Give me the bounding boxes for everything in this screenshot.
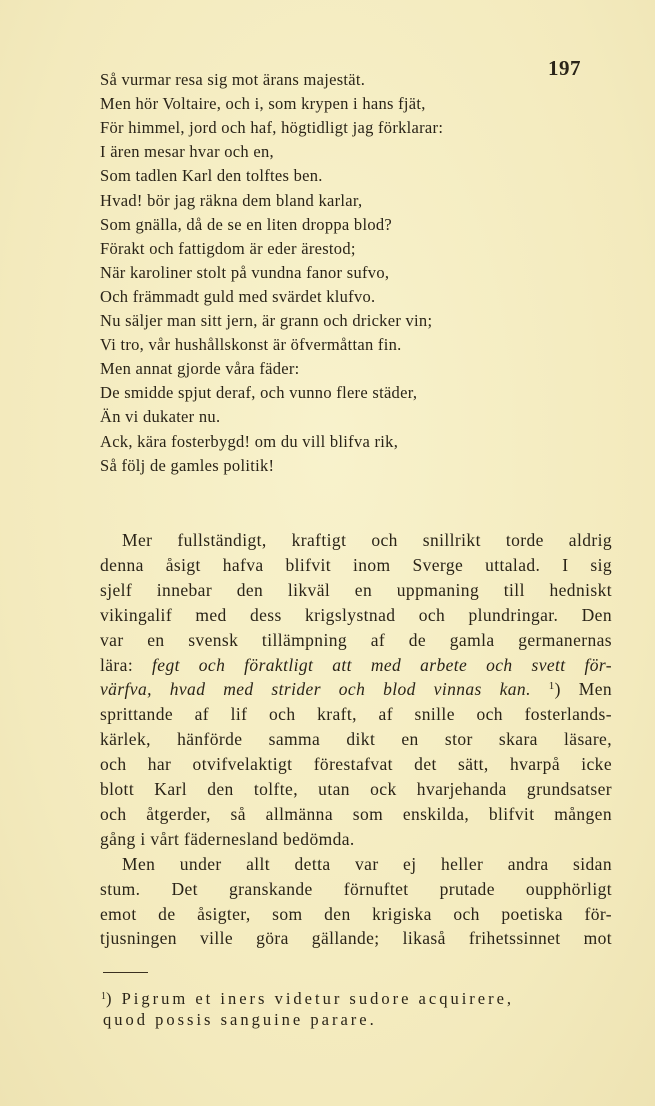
footnote-line — [103, 1010, 377, 1030]
poem-line: Som tadlen Karl den tolftes ben. — [100, 166, 323, 186]
text-line — [100, 928, 612, 949]
text-line — [100, 904, 612, 925]
text-segment: blott Karl den tolfte, utan ock hvarjehanda grundsatser — [100, 779, 612, 799]
text-line — [100, 804, 612, 825]
footnote-marker: 1 — [101, 991, 106, 1002]
footnote-line — [101, 989, 514, 1009]
text-line — [100, 605, 612, 626]
footnote-divider — [103, 972, 148, 973]
poem-line: Så vurmar resa sig mot ärans majestät. — [100, 70, 366, 89]
poem-line: Som gnälla, då de se en liten droppa blod? — [100, 214, 393, 234]
text-segment: var en svensk tillämpning af de gamla germanernas — [100, 629, 612, 650]
poem-line: Vi tro, vår hushållskonst är öfvermåttan fin. — [100, 335, 402, 355]
text-line — [100, 655, 612, 676]
text-segment — [531, 679, 549, 699]
text-segment: sprittande af lif och kraft, af snille och fosterlands- — [100, 704, 612, 725]
poem-line: I ären mesar hvar och en, — [100, 142, 274, 162]
poem-line: Så följ de gamles politik! — [100, 455, 275, 475]
footnote-reference: 1 — [548, 680, 555, 693]
text-line — [100, 580, 612, 601]
page-number: 197 — [548, 56, 581, 80]
text-line — [100, 704, 612, 725]
text-line — [100, 779, 612, 800]
footnote-paren: ) — [106, 989, 122, 1008]
poem-line: De smidde spjut deraf, och vunno flere städer, — [100, 383, 418, 403]
text-line — [100, 854, 612, 875]
text-segment: ) Men — [554, 679, 613, 700]
poem-line: Än vi dukater nu. — [100, 407, 221, 427]
text-line — [100, 530, 612, 551]
poem-line: Ack, kära fosterbygd! om du vill blifva rik, — [100, 431, 399, 451]
text-line — [100, 679, 612, 700]
footnote-text: Pigrum et iners videtur sudore acquirere, — [121, 989, 515, 1008]
text-line — [100, 630, 612, 651]
poem-line: Hvad! bör jag räkna dem bland karlar, — [100, 190, 363, 210]
poem-line: Men annat gjorde våra fäder: — [100, 359, 300, 379]
text-segment: Mer fullständigt, kraftigt och snillrikt torde aldrig — [122, 530, 612, 550]
text-line — [100, 829, 612, 850]
poem-line: När karoliner stolt på vundna fanor sufvo, — [100, 262, 390, 282]
footnote-text: quod possis sanguine parare. — [103, 1010, 377, 1029]
text-segment: lära: — [100, 654, 153, 675]
text-segment: kärlek, hänförde samma dikt en stor skara läsare, — [100, 729, 612, 750]
italic-quote: värfva, hvad med strider och blod vinnas kan. — [100, 679, 531, 700]
poem-line: Förakt och fattigdom är eder ärestod; — [100, 238, 356, 258]
text-segment: och har otvifvelaktigt förestafvat det sätt, hvarpå icke — [100, 754, 612, 775]
poem-line: Och främmadt guld med svärdet klufvo. — [100, 286, 376, 306]
poem-line: Nu säljer man sitt jern, är grann och dricker vin; — [100, 311, 433, 330]
text-segment: stum. Det granskande förnuftet prutade oupphörligt — [100, 878, 612, 899]
italic-quote: fegt och föraktligt att med arbete och svett för- — [152, 654, 612, 675]
text-segment: och åtgerder, så allmänna som enskilda, blifvit mången — [100, 803, 612, 824]
text-line — [100, 729, 612, 750]
text-segment: emot de åsigter, som den krigiska och poetiska för- — [100, 903, 612, 924]
text-segment: sjelf innebar den likväl en uppmaning till hedniskt — [100, 579, 612, 600]
poem-line: För himmel, jord och haf, högtidligt jag förklarar: — [100, 118, 444, 138]
text-segment: vikingalif med dess krigslystnad och plundringar. Den — [100, 604, 612, 625]
text-segment: gång i vårt fädernesland bedömda. — [100, 828, 355, 849]
text-segment: denna åsigt hafva blifvit inom Sverge uttalad. I sig — [100, 554, 612, 575]
text-segment: Men under allt detta var ej heller andra sidan — [122, 853, 612, 874]
text-line — [100, 555, 612, 576]
text-line — [100, 879, 612, 900]
text-segment: tjusningen ville göra gällande; likaså frihetssinnet mot — [100, 928, 612, 949]
text-line — [100, 754, 612, 775]
poem-line: Men hör Voltaire, och i, som krypen i hans fjät, — [100, 94, 426, 114]
